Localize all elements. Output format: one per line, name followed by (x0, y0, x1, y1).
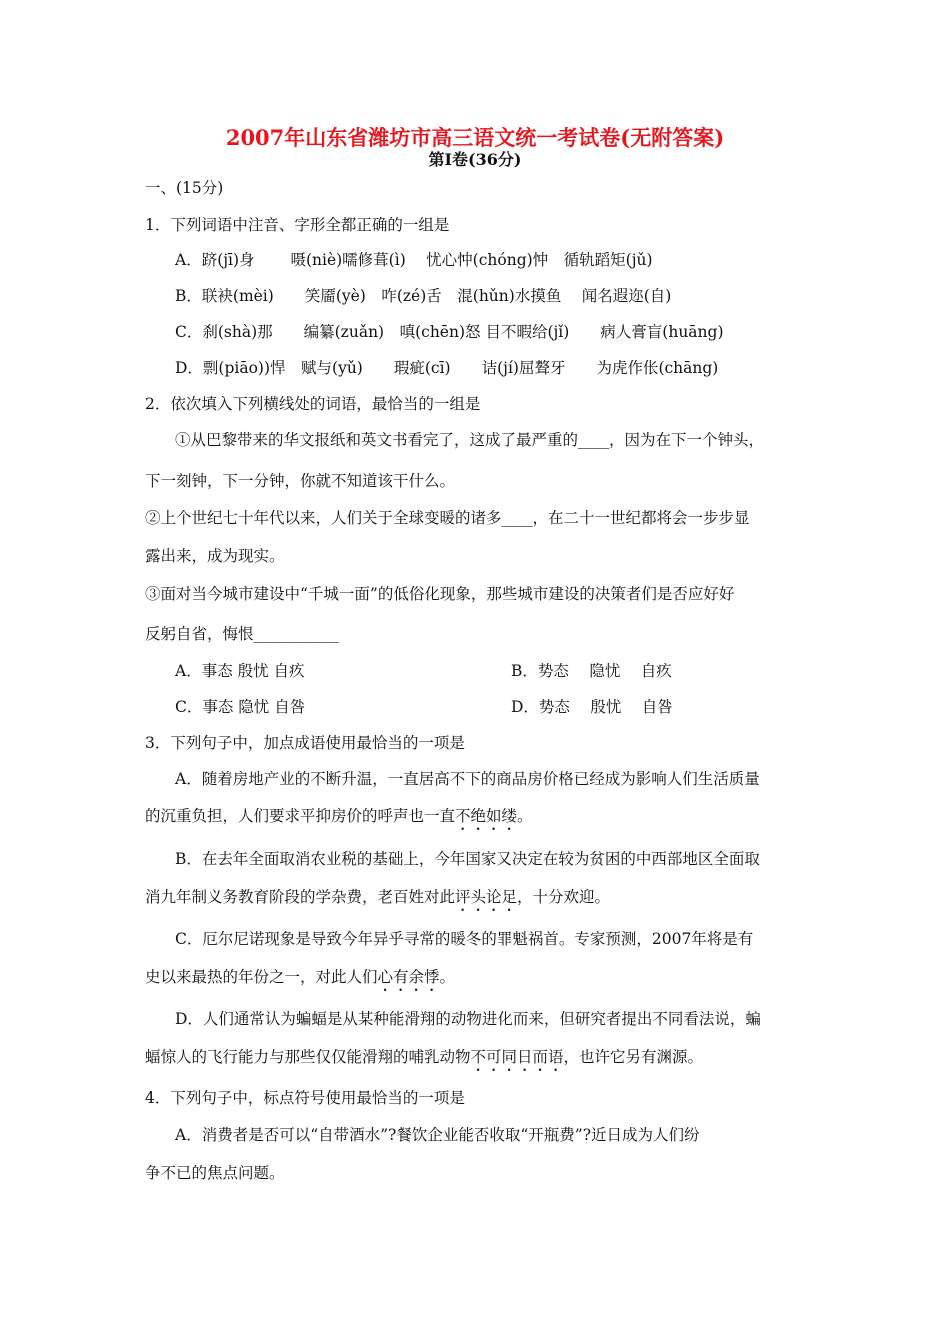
q2-option-b: B．势态 隐忧 自疚 (511, 662, 672, 680)
text: ，也许它另有渊源。 (563, 1048, 704, 1066)
dotted-idiom: 不绝如缕 (455, 807, 518, 825)
q3-option-c: C．厄尔尼诺现象是导致今年异乎寻常的暖冬的罪魁祸首。专家预测，2007年将是有 (175, 930, 754, 948)
q3-option-a-cont (145, 806, 533, 834)
q2-sentence-2: ②上个世纪七十年代以来，人们关于全球变暖的诸多____，在二十一世纪都将会一步步显 (145, 509, 750, 527)
q3-option-d: D．人们通常认为蝙蝠是从某种能滑翔的动物进化而来，但研究者提出不同看法说，蝙 (175, 1010, 761, 1028)
q2-option-c: C．事态 隐忧 自咎 (175, 698, 306, 716)
q1-option-c: C．刹(shà)那 编纂(zuǎn) 嗔(chēn)怒 目不暇给(jǐ) 病人膏盲(huāng) (175, 323, 724, 341)
q2-sentence-3: ③面对当今城市建设中“千城一面”的低俗化现象，那些城市建设的决策者们是否应好好 (145, 585, 735, 603)
q2-option-a: A．事态 殷忧 自疚 (175, 662, 305, 680)
q2-option-d: D．势态 殷忧 自咎 (511, 698, 673, 716)
text: 史以来最热的年份之一，对此人们 (145, 968, 378, 986)
q2-sentence-1: ①从巴黎带来的华文报纸和英文书看完了，这成了最严重的____，因为在下一个钟头， (175, 431, 765, 449)
q1-option-d: D．剽(piāo))悍 赋与(yǔ) 瑕疵(cī) 诘(jí)屈聱牙 为虎作伥(chāng) (175, 359, 719, 377)
text: ，十分欢迎。 (517, 888, 611, 906)
q3-option-b-cont (145, 887, 610, 915)
q2-sentence-2-cont: 露出来，成为现实。 (145, 547, 285, 565)
q4-option-a-cont: 争不已的焦点问题。 (145, 1164, 285, 1182)
text: 。 (517, 807, 533, 825)
text: 。 (439, 968, 456, 986)
q3-option-d-cont (145, 1047, 703, 1075)
section-heading: 一、(15分) (145, 179, 224, 197)
q1-option-a: A．跻(jī)身 嗫(niè)嚅修葺(ì) 忧心忡(chóng)忡 循轨蹈矩(jǔ) (175, 251, 653, 269)
q3-stem: 3．下列句子中，加点成语使用最恰当的一项是 (145, 734, 465, 752)
section-subtitle: 第Ⅰ卷(36分) (428, 150, 522, 169)
dotted-idiom: 评头论足 (455, 888, 518, 906)
q3-option-b: B．在去年全面取消农业税的基础上，今年国家又决定在较为贫困的中西部地区全面取 (175, 850, 760, 868)
dotted-idiom: 心有余悸 (377, 968, 440, 986)
q4-stem: 4．下列句子中，标点符号使用最恰当的一项是 (145, 1089, 465, 1107)
q3-option-c-cont (145, 967, 455, 995)
q1-option-b: B．联袂(mèi) 笑靥(yè) 咋(zé)舌 混(hǔn)水摸鱼 闻名遐迩(自) (175, 287, 672, 305)
text: 蝠惊人的飞行能力与那些仅仅能滑翔的哺乳动物 (145, 1048, 471, 1066)
q1-stem: 1．下列词语中注音、字形全都正确的一组是 (145, 216, 450, 234)
q2-sentence-3-cont: 反躬自省，悔恨___________ (145, 625, 339, 643)
q3-option-a: A．随着房地产业的不断升温，一直居高不下的商品房价格已经成为影响人们生活质量 (175, 770, 760, 788)
text: 消九年制义务教育阶段的学杂费，老百姓对此 (145, 888, 456, 906)
text: 的沉重负担，人们要求平抑房价的呼声也一直 (145, 807, 456, 825)
q2-stem: 2．依次填入下列横线处的词语，最恰当的一组是 (145, 395, 481, 413)
q4-option-a: A．消费者是否可以“自带酒水”?餐饮企业能否收取“开瓶费”?近日成为人们纷 (175, 1126, 700, 1144)
dotted-idiom: 不可同日而语 (470, 1048, 564, 1066)
page-title: 2007年山东省潍坊市高三语文统一考试卷(无附答案) (225, 125, 725, 150)
q2-sentence-1-cont: 下一刻钟，下一分钟，你就不知道该干什么。 (145, 472, 456, 490)
